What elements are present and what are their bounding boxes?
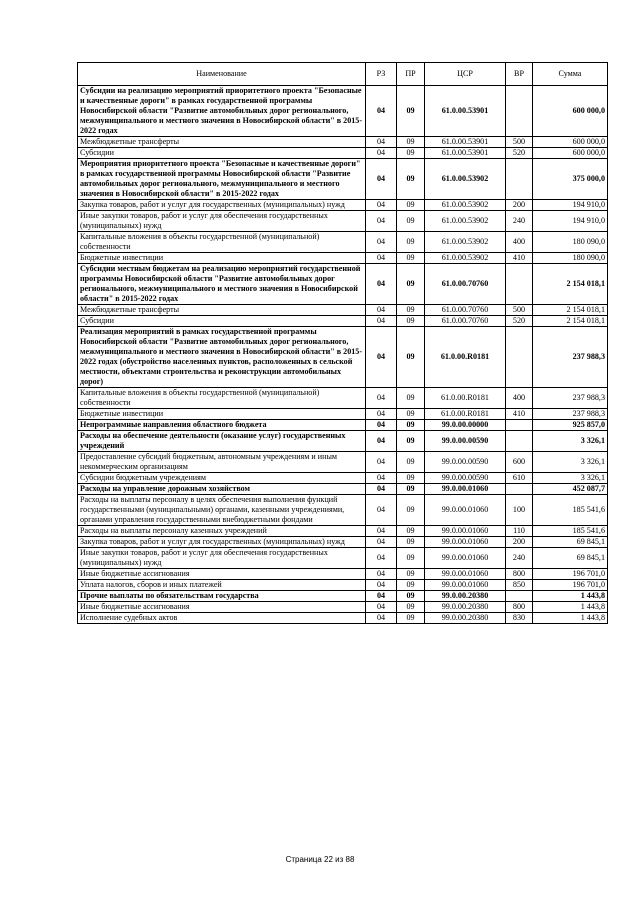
cell-pr: 09 (397, 86, 425, 137)
cell-sum: 196 701,0 (533, 569, 608, 580)
cell-rz: 04 (366, 537, 397, 548)
page-number: Страница 22 из 88 (285, 855, 355, 864)
cell-csr: 99.0.00.01060 (425, 484, 506, 495)
cell-pr: 09 (397, 473, 425, 484)
cell-name: Уплата налогов, сборов и иных платежей (78, 580, 366, 591)
cell-vr: 410 (506, 253, 533, 264)
table-row (78, 232, 608, 253)
cell-sum: 1 443,8 (533, 602, 608, 613)
table-row (78, 473, 608, 484)
cell-pr: 09 (397, 159, 425, 200)
cell-name: Реализация мероприятий в рамках государственной программы Новосибирской области "Развитие автомобильных дорог регионального, межмуниципального и местного значения в Новосибирской области" в 2015-2022 годах (обустройство населенных пунктов, расположенных в сельской местности, объектами строительства и реконструкции автомобильных дорог) (78, 327, 366, 388)
cell-csr: 99.0.00.01060 (425, 580, 506, 591)
cell-vr (506, 431, 533, 452)
cell-csr: 99.0.00.20380 (425, 591, 506, 602)
cell-name: Непрограммные направления областного бюджета (78, 420, 366, 431)
table-row (78, 316, 608, 327)
cell-rz: 04 (366, 452, 397, 473)
cell-vr: 520 (506, 316, 533, 327)
cell-sum: 3 326,1 (533, 473, 608, 484)
cell-sum: 180 090,0 (533, 232, 608, 253)
cell-rz: 04 (366, 548, 397, 569)
cell-vr (506, 86, 533, 137)
table-row (78, 211, 608, 232)
cell-sum: 375 000,0 (533, 159, 608, 200)
table-row (78, 526, 608, 537)
cell-sum: 180 090,0 (533, 253, 608, 264)
cell-sum: 237 988,3 (533, 409, 608, 420)
cell-name: Межбюджетные трансферты (78, 305, 366, 316)
cell-rz: 04 (366, 388, 397, 409)
header-sum: Сумма (533, 63, 608, 86)
cell-vr: 850 (506, 580, 533, 591)
cell-name: Предоставление субсидий бюджетным, автономным учреждениям и иным некоммерческим организациям (78, 452, 366, 473)
cell-rz: 04 (366, 200, 397, 211)
cell-csr: 61.0.00.53902 (425, 159, 506, 200)
cell-csr: 61.0.00.53902 (425, 200, 506, 211)
cell-rz: 04 (366, 159, 397, 200)
cell-sum: 237 988,3 (533, 327, 608, 388)
table-row (78, 148, 608, 159)
cell-pr: 09 (397, 548, 425, 569)
cell-vr: 240 (506, 211, 533, 232)
cell-name: Иные закупки товаров, работ и услуг для обеспечения государственных (муниципальных) нужд (78, 548, 366, 569)
cell-rz: 04 (366, 409, 397, 420)
table-row (78, 613, 608, 624)
cell-rz: 04 (366, 137, 397, 148)
cell-csr: 61.0.00.53901 (425, 137, 506, 148)
cell-csr: 61.0.00.53902 (425, 253, 506, 264)
cell-rz: 04 (366, 327, 397, 388)
cell-rz: 04 (366, 526, 397, 537)
cell-pr: 09 (397, 211, 425, 232)
table-header-row (78, 63, 608, 86)
cell-csr: 99.0.00.00590 (425, 452, 506, 473)
cell-pr: 09 (397, 200, 425, 211)
cell-csr: 61.0.00.70760 (425, 264, 506, 305)
cell-rz: 04 (366, 211, 397, 232)
cell-name: Капитальные вложения в объекты государственной (муниципальной) собственности (78, 232, 366, 253)
cell-sum: 69 845,1 (533, 537, 608, 548)
cell-vr: 500 (506, 137, 533, 148)
cell-name: Бюджетные инвестиции (78, 253, 366, 264)
header-pr: ПР (397, 63, 425, 86)
cell-vr: 400 (506, 388, 533, 409)
cell-pr: 09 (397, 580, 425, 591)
cell-rz: 04 (366, 602, 397, 613)
table-row-section (78, 420, 608, 431)
table-row (78, 548, 608, 569)
cell-rz: 04 (366, 495, 397, 526)
cell-name: Иные бюджетные ассигнования (78, 602, 366, 613)
cell-name: Расходы на выплаты персоналу казенных учреждений (78, 526, 366, 537)
cell-sum: 3 326,1 (533, 452, 608, 473)
cell-pr: 09 (397, 409, 425, 420)
cell-vr: 100 (506, 495, 533, 526)
cell-name: Мероприятия приоритетного проекта "Безопасные и качественные дороги" в рамках государственной программы Новосибирской области "Развитие автомобильных дорог регионального, межмуниципального и местного значения в Новосибирской области" в 2015-2022 годах (78, 159, 366, 200)
table-row (78, 580, 608, 591)
cell-vr: 500 (506, 305, 533, 316)
cell-vr: 600 (506, 452, 533, 473)
table-row (78, 305, 608, 316)
cell-rz: 04 (366, 86, 397, 137)
cell-pr: 09 (397, 137, 425, 148)
cell-rz: 04 (366, 264, 397, 305)
cell-csr: 61.0.00.70760 (425, 305, 506, 316)
table-row (78, 452, 608, 473)
cell-name: Иные закупки товаров, работ и услуг для обеспечения государственных (муниципальных) нужд (78, 211, 366, 232)
cell-pr: 09 (397, 613, 425, 624)
cell-pr: 09 (397, 526, 425, 537)
cell-vr: 830 (506, 613, 533, 624)
cell-pr: 09 (397, 253, 425, 264)
table-row (78, 253, 608, 264)
cell-sum: 452 087,7 (533, 484, 608, 495)
cell-csr: 99.0.00.00590 (425, 473, 506, 484)
cell-rz: 04 (366, 420, 397, 431)
cell-sum: 69 845,1 (533, 548, 608, 569)
cell-pr: 09 (397, 484, 425, 495)
cell-vr (506, 159, 533, 200)
table-row (78, 388, 608, 409)
cell-vr (506, 264, 533, 305)
cell-name: Расходы на обеспечение деятельности (оказание услуг) государственных учреждений (78, 431, 366, 452)
cell-rz: 04 (366, 148, 397, 159)
table-row-section (78, 86, 608, 137)
cell-sum: 185 541,6 (533, 526, 608, 537)
cell-vr (506, 420, 533, 431)
cell-sum: 194 910,0 (533, 211, 608, 232)
cell-name: Расходы на выплаты персоналу в целях обеспечения выполнения функций государственными (муниципальными) органами, казенными учреждениями, органами управления государственными внебюджетными фондами (78, 495, 366, 526)
cell-rz: 04 (366, 591, 397, 602)
cell-csr: 99.0.00.20380 (425, 613, 506, 624)
cell-name: Бюджетные инвестиции (78, 409, 366, 420)
cell-pr: 09 (397, 316, 425, 327)
cell-sum: 237 988,3 (533, 388, 608, 409)
table-row (78, 200, 608, 211)
cell-pr: 09 (397, 388, 425, 409)
cell-pr: 09 (397, 591, 425, 602)
cell-vr (506, 591, 533, 602)
cell-pr: 09 (397, 537, 425, 548)
cell-csr: 99.0.00.00000 (425, 420, 506, 431)
cell-pr: 09 (397, 232, 425, 253)
cell-vr: 410 (506, 409, 533, 420)
cell-rz: 04 (366, 232, 397, 253)
cell-name: Субсидии (78, 316, 366, 327)
cell-name: Капитальные вложения в объекты государственной (муниципальной) собственности (78, 388, 366, 409)
cell-rz: 04 (366, 253, 397, 264)
cell-sum: 2 154 018,1 (533, 305, 608, 316)
cell-sum: 600 000,0 (533, 137, 608, 148)
cell-rz: 04 (366, 305, 397, 316)
cell-sum: 600 000,0 (533, 86, 608, 137)
cell-pr: 09 (397, 602, 425, 613)
cell-rz: 04 (366, 473, 397, 484)
cell-name: Прочие выплаты по обязательствам государства (78, 591, 366, 602)
cell-rz: 04 (366, 580, 397, 591)
table-row-section (78, 431, 608, 452)
cell-vr: 800 (506, 602, 533, 613)
cell-vr: 520 (506, 148, 533, 159)
header-rz: РЗ (366, 63, 397, 86)
cell-pr: 09 (397, 431, 425, 452)
cell-csr: 99.0.00.01060 (425, 537, 506, 548)
cell-pr: 09 (397, 148, 425, 159)
cell-csr: 61.0.00.70760 (425, 316, 506, 327)
cell-sum: 1 443,8 (533, 613, 608, 624)
cell-pr: 09 (397, 264, 425, 305)
cell-name: Расходы на управление дорожным хозяйством (78, 484, 366, 495)
cell-sum: 3 326,1 (533, 431, 608, 452)
cell-vr: 110 (506, 526, 533, 537)
cell-vr: 200 (506, 537, 533, 548)
table-row (78, 409, 608, 420)
cell-vr (506, 327, 533, 388)
cell-name: Субсидии (78, 148, 366, 159)
cell-sum: 2 154 018,1 (533, 264, 608, 305)
cell-sum: 185 541,6 (533, 495, 608, 526)
cell-csr: 99.0.00.01060 (425, 569, 506, 580)
cell-vr: 200 (506, 200, 533, 211)
cell-name: Субсидии на реализацию мероприятий приоритетного проекта "Безопасные и качественные дороги" в рамках государственной программы Новосибирской области "Развитие автомобильных дорог регионального, межмуниципального и местного значения в Новосибирской области" в 2015-2022 годах (78, 86, 366, 137)
header-vr: ВР (506, 63, 533, 86)
header-csr: ЦСР (425, 63, 506, 86)
cell-sum: 194 910,0 (533, 200, 608, 211)
cell-sum: 196 701,0 (533, 580, 608, 591)
cell-name: Межбюджетные трансферты (78, 137, 366, 148)
cell-rz: 04 (366, 316, 397, 327)
cell-sum: 1 443,8 (533, 591, 608, 602)
table-row-section (78, 591, 608, 602)
cell-csr: 99.0.00.01060 (425, 495, 506, 526)
table-row (78, 137, 608, 148)
cell-rz: 04 (366, 484, 397, 495)
cell-csr: 99.0.00.01060 (425, 526, 506, 537)
cell-pr: 09 (397, 495, 425, 526)
cell-name: Субсидии бюджетным учреждениям (78, 473, 366, 484)
header-name: Наименование (78, 63, 366, 86)
cell-name: Исполнение судебных актов (78, 613, 366, 624)
cell-name: Закупка товаров, работ и услуг для государственных (муниципальных) нужд (78, 537, 366, 548)
cell-pr: 09 (397, 569, 425, 580)
cell-csr: 61.0.00.53902 (425, 232, 506, 253)
cell-rz: 04 (366, 569, 397, 580)
cell-rz: 04 (366, 431, 397, 452)
budget-table (77, 62, 608, 624)
cell-vr: 610 (506, 473, 533, 484)
cell-csr: 61.0.00.R0181 (425, 388, 506, 409)
table-row-section (78, 484, 608, 495)
cell-csr: 61.0.00.53902 (425, 211, 506, 232)
table-row-section (78, 159, 608, 200)
cell-vr: 400 (506, 232, 533, 253)
table-row (78, 537, 608, 548)
cell-pr: 09 (397, 420, 425, 431)
cell-sum: 2 154 018,1 (533, 316, 608, 327)
cell-sum: 600 000,0 (533, 148, 608, 159)
cell-vr: 800 (506, 569, 533, 580)
cell-name: Закупка товаров, работ и услуг для государственных (муниципальных) нужд (78, 200, 366, 211)
cell-csr: 61.0.00.53901 (425, 148, 506, 159)
table-row (78, 569, 608, 580)
cell-name: Иные бюджетные ассигнования (78, 569, 366, 580)
cell-csr: 99.0.00.20380 (425, 602, 506, 613)
cell-pr: 09 (397, 452, 425, 473)
cell-pr: 09 (397, 305, 425, 316)
cell-vr (506, 484, 533, 495)
cell-csr: 61.0.00.R0181 (425, 409, 506, 420)
table-row (78, 602, 608, 613)
table-row (78, 495, 608, 526)
cell-csr: 99.0.00.01060 (425, 548, 506, 569)
cell-csr: 99.0.00.00590 (425, 431, 506, 452)
cell-sum: 925 857,0 (533, 420, 608, 431)
cell-csr: 61.0.00.R0181 (425, 327, 506, 388)
cell-name: Субсидии местным бюджетам на реализацию мероприятий государственной программы Новосибирской области "Развитие автомобильных дорог регионального, межмуниципального и местного значения в Новосибирской области" в 2015-2022 годах (78, 264, 366, 305)
cell-vr: 240 (506, 548, 533, 569)
table-row-section (78, 327, 608, 388)
cell-csr: 61.0.00.53901 (425, 86, 506, 137)
table-row-section (78, 264, 608, 305)
cell-rz: 04 (366, 613, 397, 624)
cell-pr: 09 (397, 327, 425, 388)
